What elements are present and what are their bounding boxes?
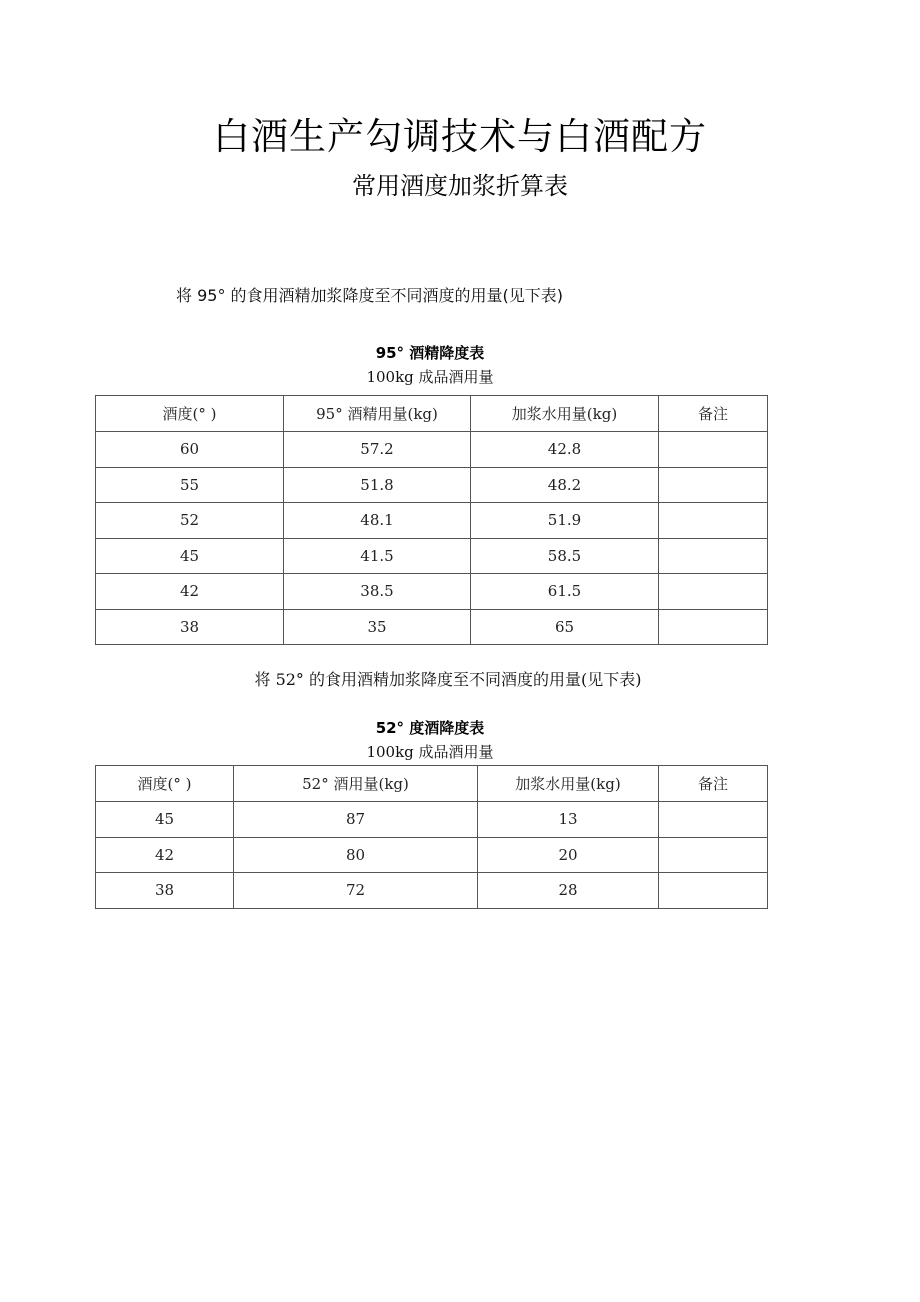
cell-water-amount: 13	[478, 802, 659, 838]
table-52-caption: 100kg 成品酒用量	[366, 743, 494, 761]
cell-water-amount: 65	[471, 609, 659, 645]
table-95-alcohol-dilution	[95, 395, 768, 645]
cell-notes	[659, 609, 768, 645]
table-row	[96, 538, 768, 574]
cell-abv: 55	[96, 467, 284, 503]
cell-liquor-amount: 72	[234, 873, 478, 909]
table-row	[96, 837, 768, 873]
table-52-title: 52° 度酒降度表	[375, 719, 485, 737]
column-header-liquor-amount: 52° 酒用量(kg)	[234, 766, 478, 802]
cell-notes	[659, 503, 768, 539]
table-header-row	[96, 396, 768, 432]
cell-notes	[659, 802, 768, 838]
table-row	[96, 609, 768, 645]
table-row	[96, 432, 768, 468]
cell-abv: 60	[96, 432, 284, 468]
cell-alcohol-amount: 51.8	[284, 467, 471, 503]
cell-notes	[659, 837, 768, 873]
table-row	[96, 802, 768, 838]
cell-alcohol-amount: 48.1	[284, 503, 471, 539]
cell-abv: 38	[96, 609, 284, 645]
cell-notes	[659, 467, 768, 503]
cell-alcohol-amount: 35	[284, 609, 471, 645]
column-header-abv: 酒度(° )	[96, 396, 284, 432]
cell-water-amount: 42.8	[471, 432, 659, 468]
section-95-intro: 将 95° 的食用酒精加浆降度至不同酒度的用量(见下表)	[176, 286, 564, 305]
cell-abv: 52	[96, 503, 284, 539]
cell-notes	[659, 432, 768, 468]
cell-abv: 45	[96, 802, 234, 838]
column-header-notes: 备注	[659, 766, 768, 802]
table-row	[96, 467, 768, 503]
column-header-notes: 备注	[659, 396, 768, 432]
cell-water-amount: 28	[478, 873, 659, 909]
cell-abv: 45	[96, 538, 284, 574]
cell-water-amount: 20	[478, 837, 659, 873]
cell-water-amount: 51.9	[471, 503, 659, 539]
cell-water-amount: 48.2	[471, 467, 659, 503]
cell-notes	[659, 873, 768, 909]
column-header-water-amount: 加浆水用量(kg)	[478, 766, 659, 802]
column-header-water-amount: 加浆水用量(kg)	[471, 396, 659, 432]
table-row	[96, 574, 768, 610]
cell-liquor-amount: 80	[234, 837, 478, 873]
column-header-alcohol-amount: 95° 酒精用量(kg)	[284, 396, 471, 432]
table-header-row	[96, 766, 768, 802]
cell-water-amount: 61.5	[471, 574, 659, 610]
cell-abv: 38	[96, 873, 234, 909]
table-row	[96, 873, 768, 909]
cell-liquor-amount: 87	[234, 802, 478, 838]
cell-notes	[659, 574, 768, 610]
cell-alcohol-amount: 41.5	[284, 538, 471, 574]
cell-abv: 42	[96, 837, 234, 873]
cell-alcohol-amount: 38.5	[284, 574, 471, 610]
cell-alcohol-amount: 57.2	[284, 432, 471, 468]
cell-notes	[659, 538, 768, 574]
section-52-intro: 将 52° 的食用酒精加浆降度至不同酒度的用量(见下表)	[254, 670, 642, 689]
table-row	[96, 503, 768, 539]
cell-abv: 42	[96, 574, 284, 610]
table-95-caption: 100kg 成品酒用量	[366, 368, 494, 386]
table-95-title: 95° 酒精降度表	[375, 344, 485, 362]
column-header-abv: 酒度(° )	[96, 766, 234, 802]
document-title: 白酒生产勾调技术与白酒配方	[213, 115, 707, 158]
table-52-liquor-dilution	[95, 765, 768, 909]
document-subtitle: 常用酒度加浆折算表	[352, 172, 568, 200]
cell-water-amount: 58.5	[471, 538, 659, 574]
